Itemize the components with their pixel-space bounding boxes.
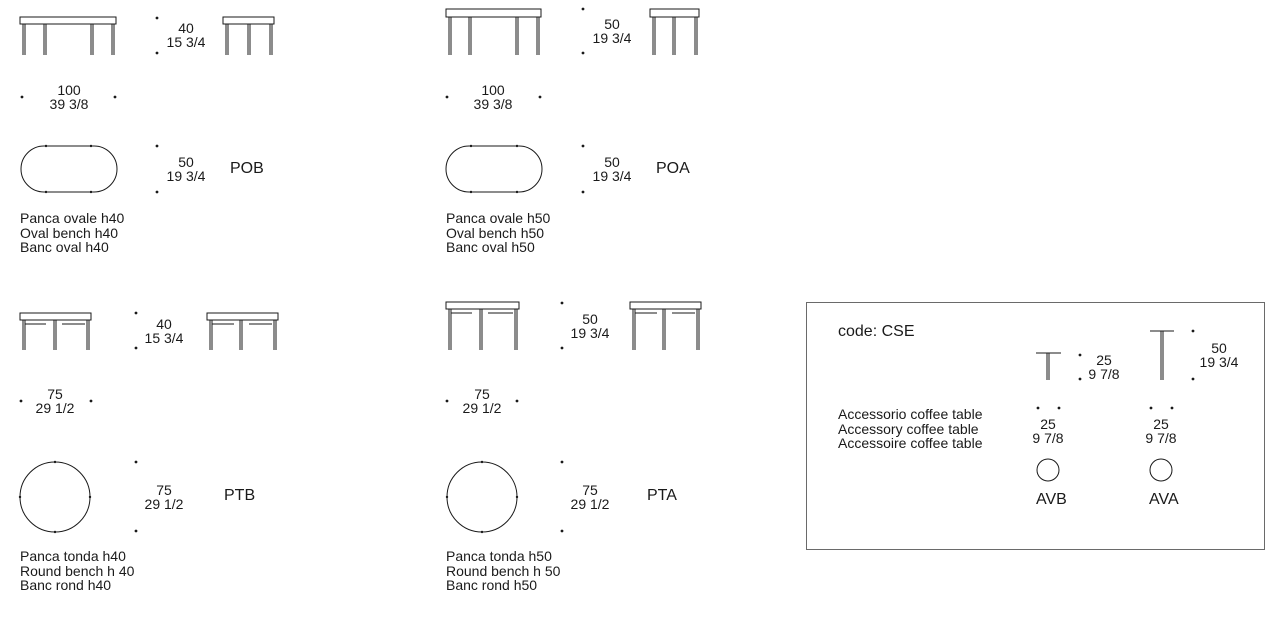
pta-plan-depth-cm: 75 — [582, 482, 598, 498]
accessory-code-line — [838, 324, 915, 340]
pob-top-depth-cm: 40 — [178, 20, 194, 36]
ptb-length-cm: 75 — [47, 386, 63, 402]
avb-width-dimension — [1013, 417, 1083, 445]
avb-height-dimension — [1069, 353, 1139, 381]
pta-plan-depth-in: 29 1/2 — [570, 496, 610, 512]
pta-caption — [446, 549, 560, 593]
ava-width-cm: 25 — [1153, 416, 1169, 432]
ava-width-in: 9 7/8 — [1145, 430, 1177, 446]
ptb-caption-fr: Banc rond h40 — [20, 577, 112, 594]
pob-top-depth-dimension — [151, 21, 221, 49]
pob-length-in: 39 3/8 — [49, 96, 89, 112]
ptb-top-depth-dimension — [129, 317, 199, 345]
pob-side-elevation — [20, 17, 116, 55]
pob-length-cm: 100 — [57, 82, 81, 98]
pta-caption-en: Round bench h 50 — [446, 562, 561, 579]
pta-caption-it: Panca tonda h50 — [446, 548, 552, 564]
avb-height-in: 9 7/8 — [1088, 366, 1120, 382]
ptb-plan-depth-dimension — [129, 483, 199, 511]
poa-plan-depth-in: 19 3/4 — [592, 168, 632, 184]
poa-product-code: POA — [656, 160, 690, 177]
pob-front-elevation — [223, 17, 274, 55]
poa-plan-depth-cm: 50 — [604, 154, 620, 170]
ptb-length-dimension — [20, 387, 90, 415]
ptb-caption-it: Panca tonda h40 — [20, 548, 126, 564]
pob-plan-depth-cm: 50 — [178, 154, 194, 170]
accessory-caption — [838, 407, 983, 451]
pta-length-dimension — [447, 387, 517, 415]
poa-length-dimension — [458, 83, 528, 111]
accessory-code-value: CSE — [881, 323, 915, 340]
poa-caption-fr: Banc oval h50 — [446, 239, 535, 256]
accessory-caption-it: Accessorio coffee table — [838, 406, 983, 422]
poa-plan-depth-dimension — [577, 155, 647, 183]
pta-caption-fr: Banc rond h50 — [446, 577, 538, 594]
avb-product-code: AVB — [1036, 491, 1067, 508]
pob-caption — [20, 211, 124, 255]
pta-length-in: 29 1/2 — [462, 400, 502, 416]
poa-length-in: 39 3/8 — [473, 96, 513, 112]
pob-caption-en: Oval bench h40 — [20, 224, 119, 241]
poa-caption — [446, 211, 550, 255]
avb-width-cm: 25 — [1040, 416, 1056, 432]
ava-height-dimension — [1184, 341, 1254, 369]
ava-product-code: AVA — [1149, 491, 1179, 508]
ptb-front-elevation — [207, 313, 278, 350]
ptb-caption — [20, 549, 134, 593]
ptb-plan-view — [20, 462, 90, 532]
pta-plan-depth-dimension — [555, 483, 625, 511]
ptb-product-code: PTB — [224, 487, 256, 504]
avb-width-in: 9 7/8 — [1032, 430, 1064, 446]
poa-front-elevation — [650, 9, 699, 55]
poa-length-cm: 100 — [481, 82, 505, 98]
ava-width-dimension — [1126, 417, 1196, 445]
ptb-caption-en: Round bench h 40 — [20, 562, 135, 579]
accessory-caption-fr: Accessoire coffee table — [838, 435, 983, 452]
pob-product-code: POB — [230, 160, 264, 177]
pob-plan-depth-dimension — [151, 155, 221, 183]
accessory-code-label: code: — [838, 323, 878, 340]
ptb-plan-depth-in: 29 1/2 — [144, 496, 184, 512]
ava-height-in: 19 3/4 — [1199, 354, 1239, 370]
ptb-plan-depth-cm: 75 — [156, 482, 172, 498]
pta-top-depth-in: 19 3/4 — [570, 325, 610, 341]
poa-caption-it: Panca ovale h50 — [446, 210, 551, 226]
ptb-top-depth-in: 15 3/4 — [144, 330, 184, 346]
pob-length-dimension — [34, 83, 104, 111]
pta-front-elevation — [630, 302, 701, 350]
pta-product-code: PTA — [647, 487, 677, 504]
poa-caption-en: Oval bench h50 — [446, 224, 545, 241]
pta-top-depth-dimension — [555, 312, 625, 340]
pta-top-depth-cm: 50 — [582, 311, 598, 327]
pob-plan-view — [21, 146, 117, 192]
poa-top-depth-cm: 50 — [604, 16, 620, 32]
pta-length-cm: 75 — [474, 386, 490, 402]
poa-side-elevation — [446, 9, 541, 55]
poa-top-depth-in: 19 3/4 — [592, 30, 632, 46]
pob-caption-it: Panca ovale h40 — [20, 210, 125, 226]
ava-height-cm: 50 — [1211, 340, 1227, 356]
poa-top-depth-dimension — [577, 17, 647, 45]
ptb-side-elevation — [20, 313, 91, 350]
pta-plan-view — [447, 462, 517, 532]
ptb-length-in: 29 1/2 — [35, 400, 75, 416]
pob-top-depth-in: 15 3/4 — [166, 34, 206, 50]
pob-caption-fr: Banc oval h40 — [20, 239, 109, 256]
ptb-top-depth-cm: 40 — [156, 316, 172, 332]
avb-height-cm: 25 — [1096, 352, 1112, 368]
accessory-caption-en: Accessory coffee table — [838, 420, 979, 437]
poa-plan-view — [446, 146, 542, 192]
pob-plan-depth-in: 19 3/4 — [166, 168, 206, 184]
pta-side-elevation — [446, 302, 519, 350]
